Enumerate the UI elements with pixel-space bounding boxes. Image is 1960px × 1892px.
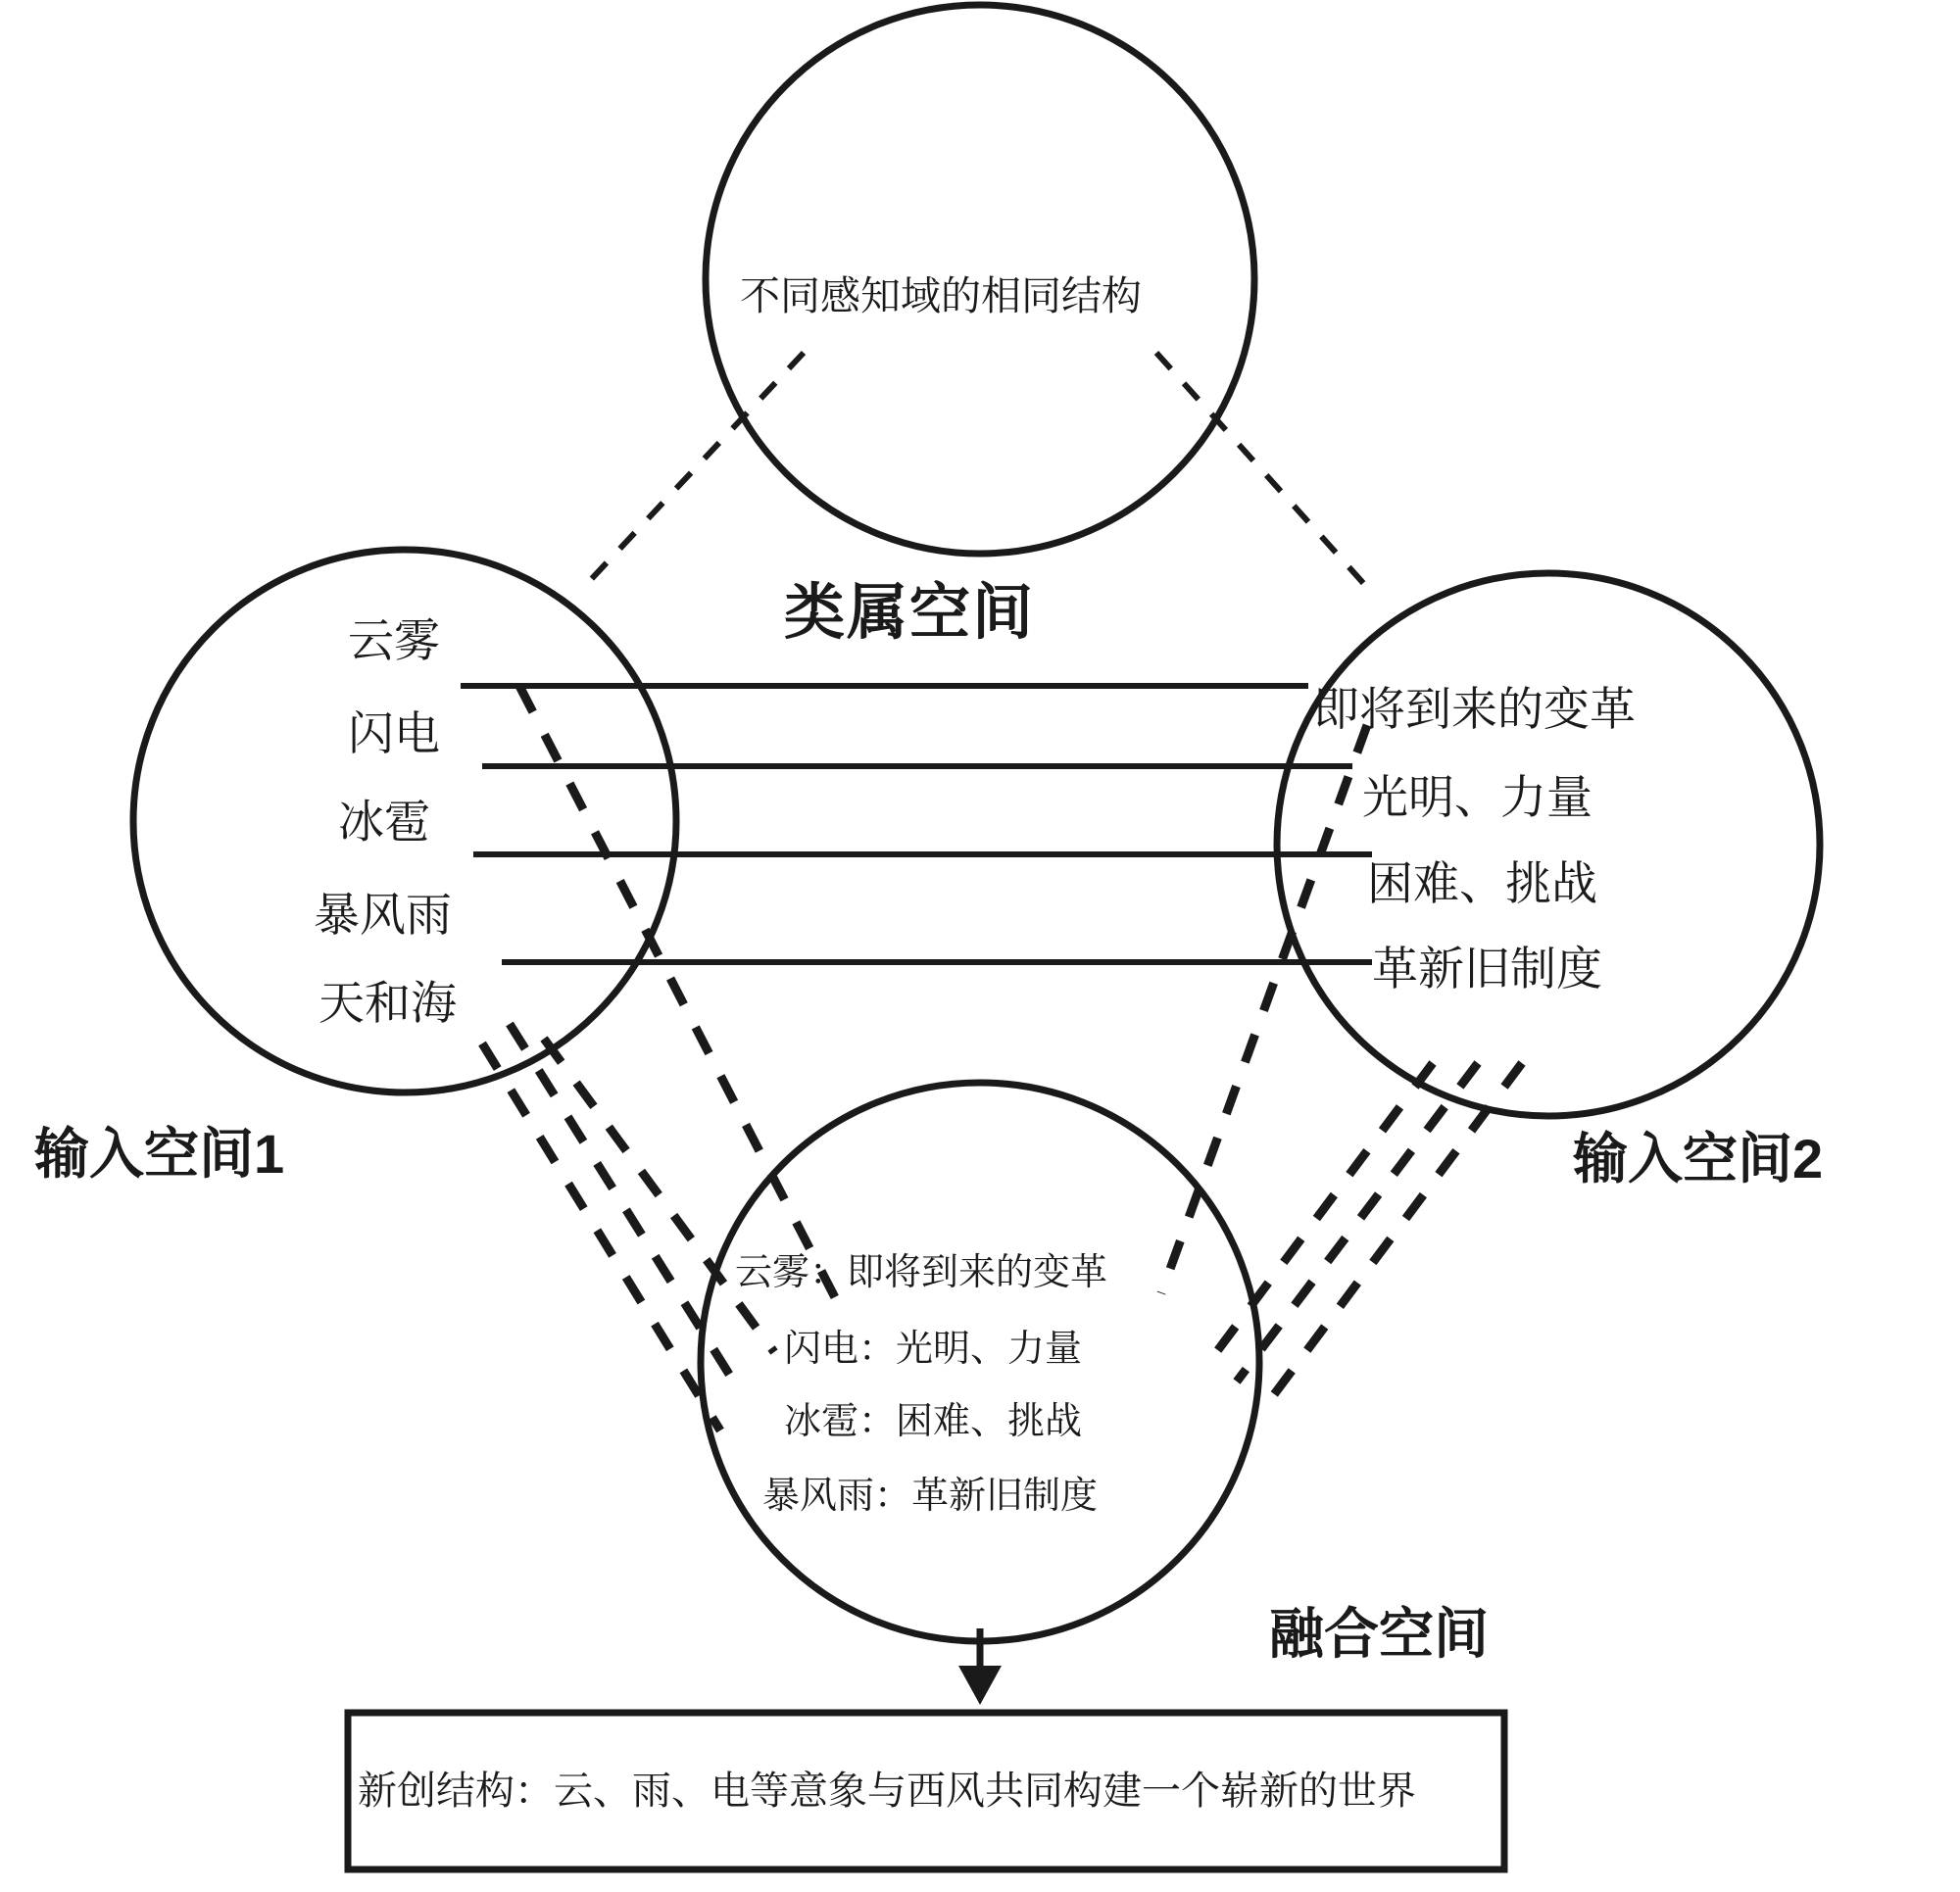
input-space-2-circle: [1277, 573, 1820, 1116]
blend-item-3: 暴风雨：革新旧制度: [762, 1476, 1099, 1517]
input2-item-0: 即将到来的变革: [1313, 683, 1636, 735]
input1-item-4: 天和海: [318, 977, 457, 1029]
input1-item-1: 闪电: [348, 707, 440, 759]
input1-item-2: 冰雹: [338, 796, 430, 848]
dashed-top-to-left: [583, 353, 804, 588]
input-space-1-label: 输入空间1: [34, 1123, 285, 1185]
dashed-right-to-blend-3: [1237, 1063, 1478, 1382]
input2-item-2: 困难、挑战: [1367, 857, 1597, 909]
blend-item-2: 冰雹：困难、挑战: [784, 1401, 1083, 1442]
input2-item-1: 光明、力量: [1362, 771, 1592, 823]
arrow-head-icon: [958, 1666, 1002, 1705]
input1-item-3: 暴风雨: [314, 889, 452, 941]
input1-item-0: 云雾: [348, 614, 440, 666]
input2-item-3: 革新旧制度: [1372, 943, 1602, 995]
blend-item-0: 云雾：即将到来的变革: [735, 1252, 1108, 1293]
input-space-2-label: 输入空间2: [1573, 1128, 1824, 1189]
generic-space-title: 类属空间: [784, 579, 1036, 647]
result-box-text: 新创结构：云、雨、电等意象与西风共同构建一个崭新的世界: [358, 1770, 1416, 1813]
blend-item-1: 闪电：光明、力量: [784, 1329, 1083, 1370]
dashed-top-to-right: [1156, 353, 1372, 593]
top-circle-text: 不同感知域的相同结构: [740, 273, 1142, 318]
blend-space-label: 融合空间: [1269, 1603, 1489, 1665]
